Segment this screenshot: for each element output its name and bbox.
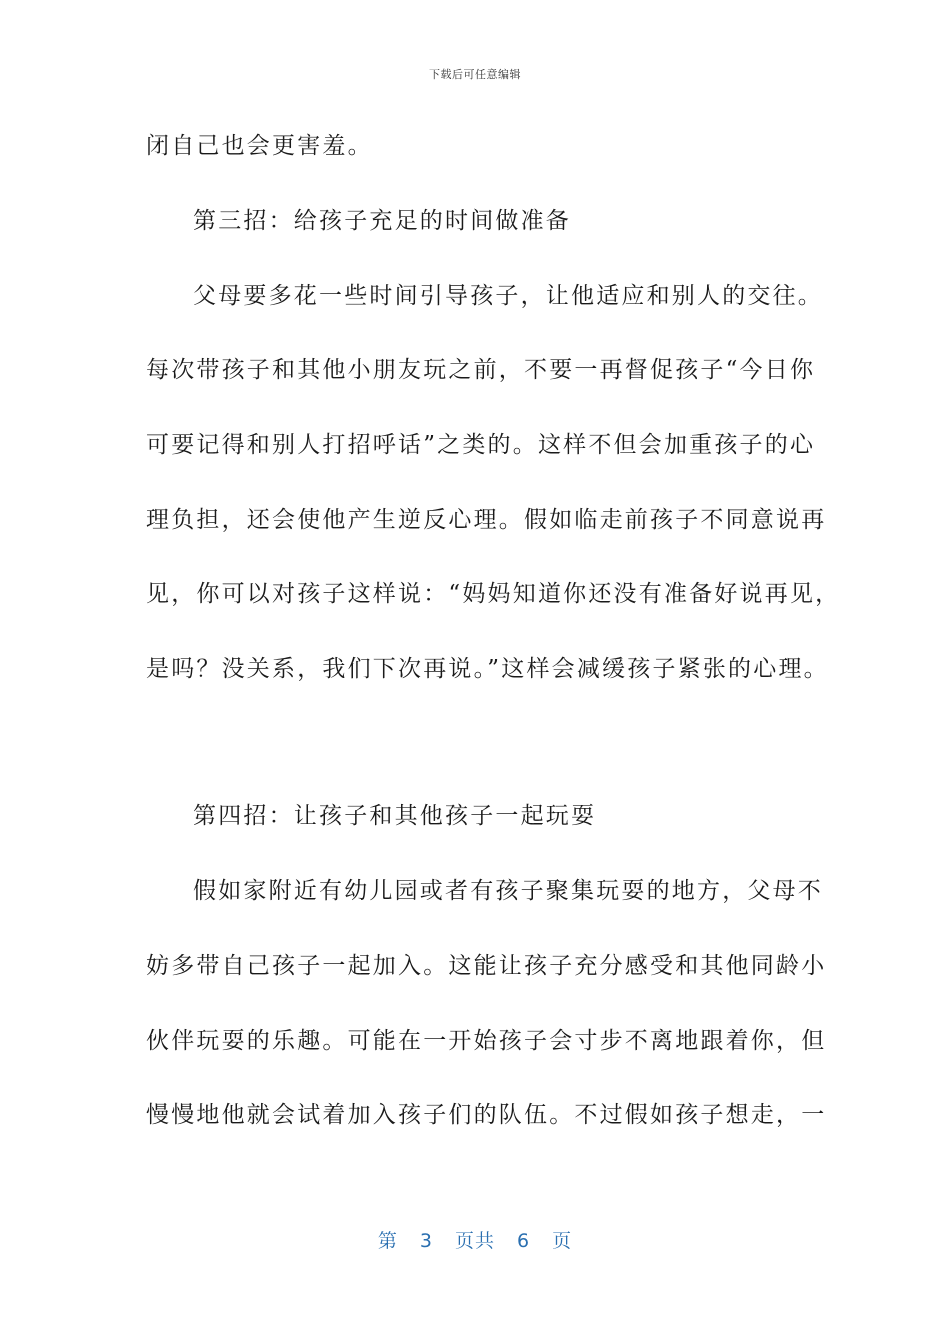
page-total: 6 [517, 1230, 531, 1252]
section-heading: 第三招：给孩子充足的时间做准备 [193, 208, 571, 234]
paragraph-line: 假如家附近有幼儿园或者有孩子聚集玩耍的地方，父母不 [193, 878, 823, 904]
page-suffix: 页 [552, 1230, 573, 1252]
paragraph-line: 慢慢地他就会试着加入孩子们的队伍。不过假如孩子想走，一 [146, 1102, 827, 1128]
paragraph-line: 妨多带自己孩子一起加入。这能让孩子充分感受和其他同龄小 [146, 953, 827, 979]
paragraph-line: 父母要多花一些时间引导孩子，让他适应和别人的交往。 [193, 283, 823, 309]
page-prefix: 第 [377, 1230, 398, 1252]
paragraph-line: 可要记得和别人打招呼话”之类的。这样不但会加重孩子的心 [146, 432, 816, 458]
page-middle: 页共 [454, 1230, 495, 1252]
header-note: 下载后可任意编辑 [429, 68, 521, 81]
paragraph-line: 见，你可以对孩子这样说：“妈妈知道你还没有准备好说再见， [146, 581, 841, 607]
section-heading: 第四招：让孩子和其他孩子一起玩耍 [193, 803, 597, 829]
paragraph-line: 是吗？没关系，我们下次再说。”这样会减缓孩子紧张的心理。 [146, 656, 829, 682]
paragraph-line: 闭自己也会更害羞。 [146, 133, 373, 159]
page-current: 3 [419, 1230, 433, 1252]
page-number [0, 1226, 950, 1253]
paragraph-line: 每次带孩子和其他小朋友玩之前，不要一再督促孩子“今日你 [146, 357, 816, 383]
paragraph-line: 理负担，还会使他产生逆反心理。假如临走前孩子不同意说再 [146, 507, 827, 533]
paragraph-line: 伙伴玩耍的乐趣。可能在一开始孩子会寸步不离地跟着你，但 [146, 1028, 827, 1054]
